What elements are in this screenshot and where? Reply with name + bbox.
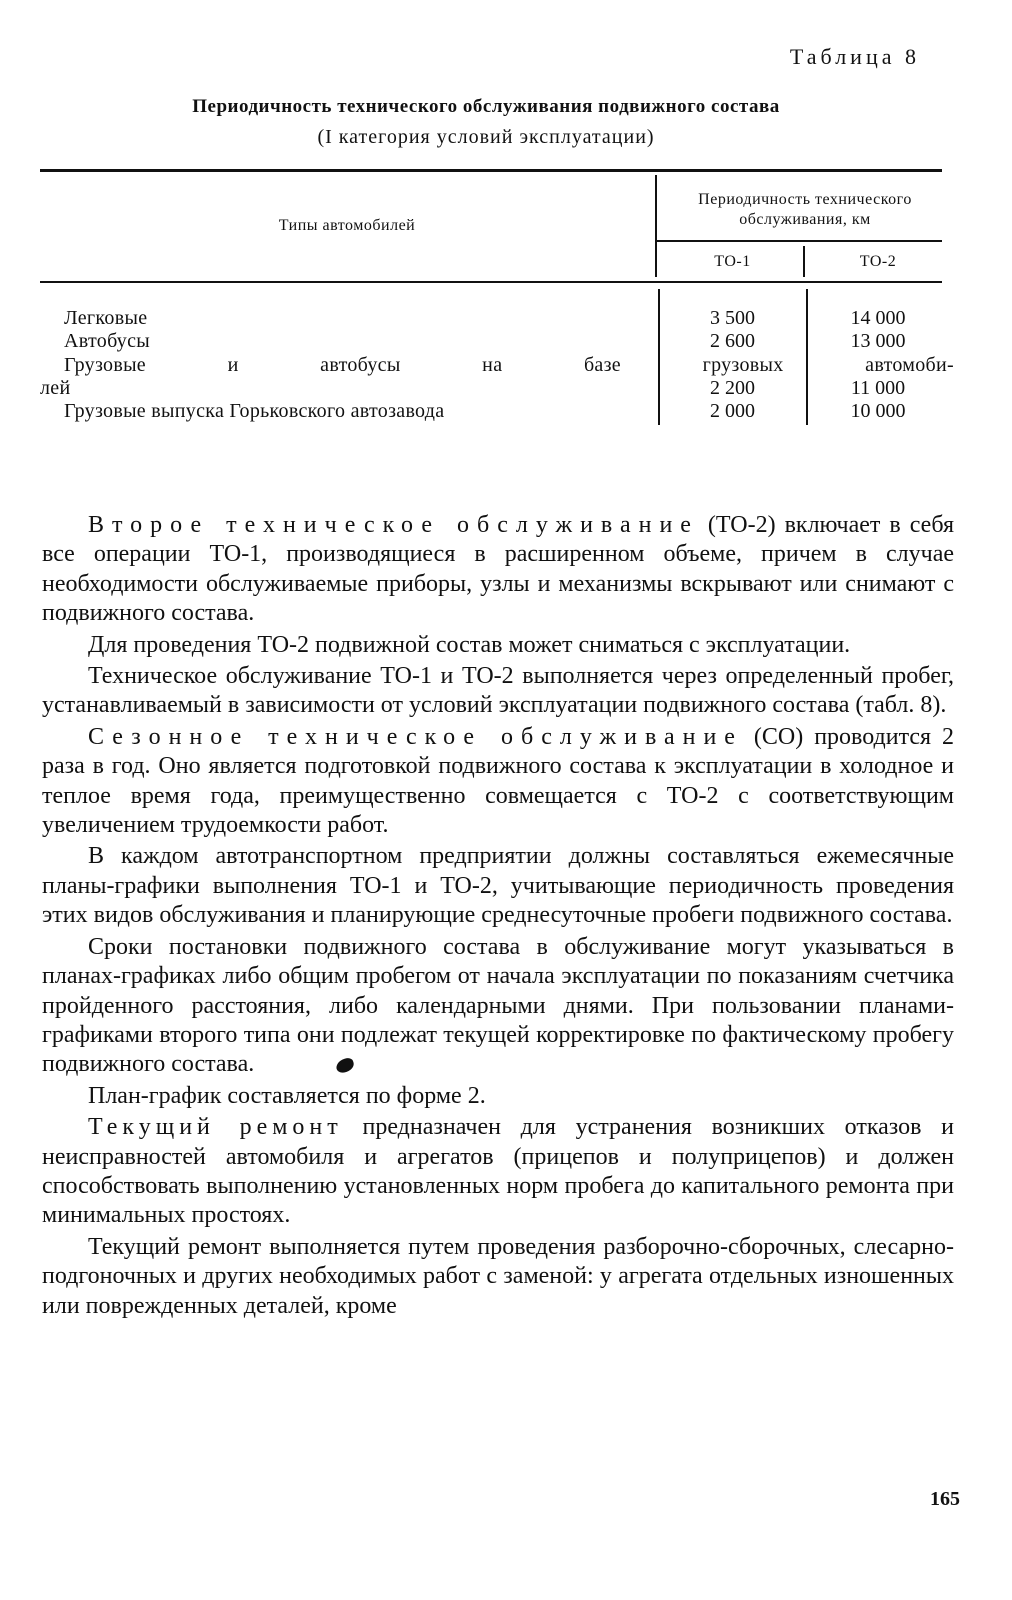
header-vehicle-types: Типы автомобилей [278, 217, 416, 234]
to2-value: 10 000 [850, 400, 906, 422]
table-header-divider [655, 175, 657, 277]
paragraph: Сезонное техническое обслуживание (СО) проводится 2 раза в год. Оно является подготовкой подвижного состава к эксплуатации в холодное и теплое время года, преимущественно совмещается с ТО-2 с соответствующим увеличением трудоемкости работ. [42, 723, 955, 839]
table-header-bottom-rule [40, 281, 942, 283]
table-label: Таблица 8 [789, 44, 920, 69]
to2-value: 13 000 [850, 330, 906, 352]
term: Сезонное техническое обслуживание [88, 723, 743, 750]
vehicle-type-continuation: лей [40, 377, 71, 399]
table-top-rule [40, 169, 942, 172]
to1-value: 3 500 [710, 307, 755, 329]
paragraph: Второе техническое обслуживание (ТО-2) включает в себя все операции ТО-1, производящиеся в расширенном объеме, причем в случае необходимости обслуживаемые приборы, узлы и механизмы вскрывают или снимают с подвижного состава. [42, 512, 954, 627]
table-subcaption: (I категория условий эксплуатации) [317, 126, 655, 148]
paragraph: В каждом автотранспортном предприятии должны составляться ежемесячные планы-графики выполнения ТО-1 и ТО-2, учитывающие периодичность проведения этих видов обслуживания и планирующие среднесуточные пробеги подвижного состава. [42, 843, 954, 929]
vehicle-type: Легковые [64, 307, 148, 329]
to2-value: 14 000 [850, 307, 906, 329]
ink-blot [335, 1057, 356, 1075]
term: Второе техническое обслуживание [88, 512, 699, 538]
to1-value: 2 600 [710, 330, 755, 352]
paragraph: Для проведения ТО-2 подвижной состав может сниматься с эксплуатации. [88, 631, 851, 658]
page-number: 165 [930, 1488, 960, 1510]
to1-value: 2 000 [710, 400, 755, 422]
vehicle-type: Грузовые выпуска Горьковского автозавода [64, 400, 445, 422]
paragraph: Текущий ремонт выполняется путем проведения разборочно-сборочных, слесарно-подгоночных и других необходимых работ с заменой: у агрегата отдельных изношенных или поврежденных деталей, кроме [42, 1233, 954, 1319]
paragraph: Техническое обслуживание ТО-1 и ТО-2 выполняется через определенный пробег, устанавливаемый в зависимости от условий эксплуатации подвижного состава (табл. 8). [42, 663, 954, 719]
header-maintenance-period: Периодичность технического обслуживания, км [698, 191, 912, 228]
body-text [42, 511, 954, 1323]
paragraph: План-график составляется по форме 2. [88, 1082, 486, 1109]
table-header-subrule [657, 240, 942, 242]
header-to2: ТО-2 [859, 253, 897, 270]
vehicle-type: Грузовые и автобусы на базе грузовых автомоби- [64, 354, 954, 376]
term: Текущий ремонт [88, 1114, 343, 1141]
to1-value: 2 200 [710, 377, 755, 399]
to2-value: 11 000 [850, 377, 906, 399]
paragraph: Сроки постановки подвижного состава в обслуживание могут указываться в планах-графиках либо общим пробегом от начала эксплуатации по показаниям счетчика пройденного расстояния, либо календарными днями. При пользовании планами-графиками второго типа они подлежат текущей корректировке по фактическому пробегу подвижного состава. [42, 933, 954, 1078]
vehicle-type: Автобусы [64, 330, 150, 352]
header-to1: ТО-1 [714, 253, 751, 270]
table-caption: Периодичность технического обслуживания подвижного состава [192, 96, 780, 117]
paragraph: Текущий ремонт предназначен для устранения возникших отказов и неисправностей автомобиля и агрегатов (прицепов и полуприцепов) и должен способствовать выполнению установленных норм пробега до капитального ремонта при минимальных простоях. [42, 1114, 955, 1229]
